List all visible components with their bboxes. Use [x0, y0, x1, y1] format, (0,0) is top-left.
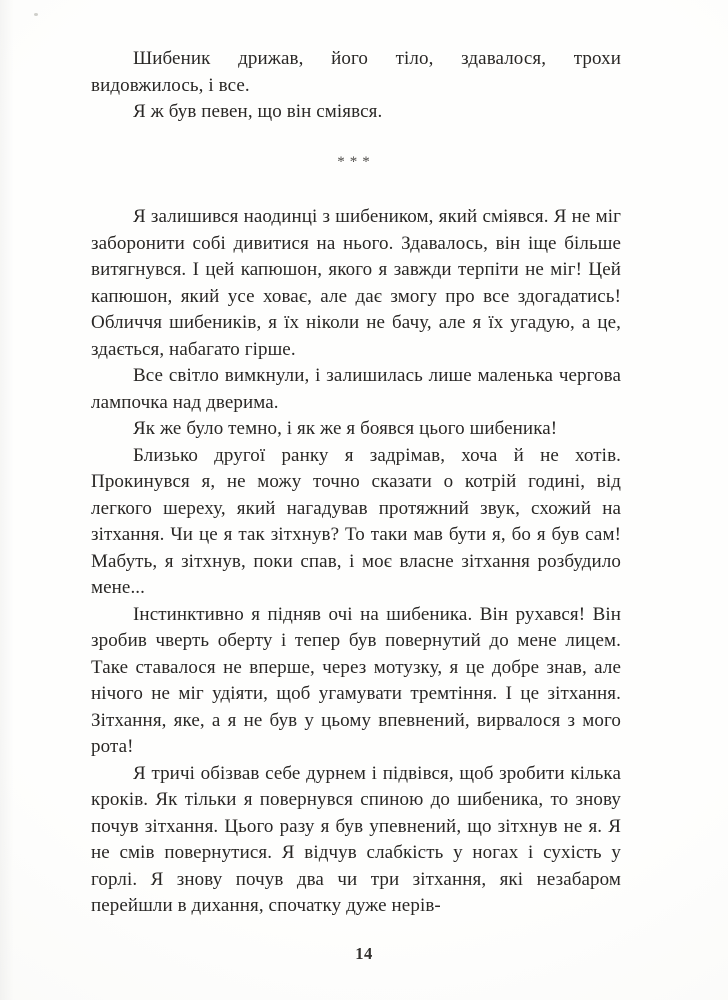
- paragraph: Шибеник дрижав, його тіло, здавалося, трохи видовжилось, і все.: [91, 48, 621, 96]
- paragraph: Все світло вимкнули, і залишилась лише маленька чергова лампочка над дверима.: [91, 365, 621, 413]
- page-number: 14: [355, 944, 373, 963]
- scan-edge-shadow: [0, 0, 14, 1000]
- paragraph: Я тричі обізвав себе дурнем і підвівся, щоб зробити кілька кроків. Як тільки я повернувся спиною до шибеника, то знову почув зітхання. Цього разу я був упевнений, що зітхнув не я. Я не смів повернутися. Я відчув слабкість у ногах і сухість у горлі. Я знову почув два чи три зітхання, які незабаром перейшли в дихання, спочатку дуже нерів-: [91, 762, 621, 916]
- paragraph: Близько другої ранку я задрімав, хоча й не хотів. Прокинувся я, не можу точно сказати о котрій годині, від легкого шереху, який нагадував протяжний звук, схожий на зітхання. Чи це я так зітхнув? То таки мав бути я, бо я був сам! Мабуть, я зітхнув, поки спав, і моє власне зітхання розбудило мене...: [91, 444, 621, 598]
- paragraph: Я ж був певен, що він сміявся.: [133, 101, 383, 122]
- scan-speck: [34, 13, 38, 16]
- paragraph: Як же було темно, і як же я боявся цього шибеника!: [133, 418, 558, 439]
- paragraph: Я залишився наодинці з шибеником, який сміявся. Я не міг заборонити собі дивитися на нього. Здавалось, він іще більше витягнувся. І цей капюшон, якого я завжди терпіти не міг! Цей капюшон, який усе ховає, але дає змогу про все здогадатись! Обличчя шибеників, я їх ніколи не бачу, але я їх угадую, а це, здається, набагато гірше.: [91, 206, 621, 360]
- paragraph: Інстинктивно я підняв очі на шибеника. Він рухався! Він зробив чверть оберту і тепер був повернутий до мене лицем. Таке ставалося не вперше, через мотузку, я це добре знав, але нічого не міг удіяти, щоб угамувати тремтіння. І це зітхання. Зітхання, яке, а я не був у цьому впевнений, вирвалося з мого рота!: [91, 603, 621, 757]
- section-separator: ***: [337, 153, 375, 170]
- body-text: [91, 46, 621, 920]
